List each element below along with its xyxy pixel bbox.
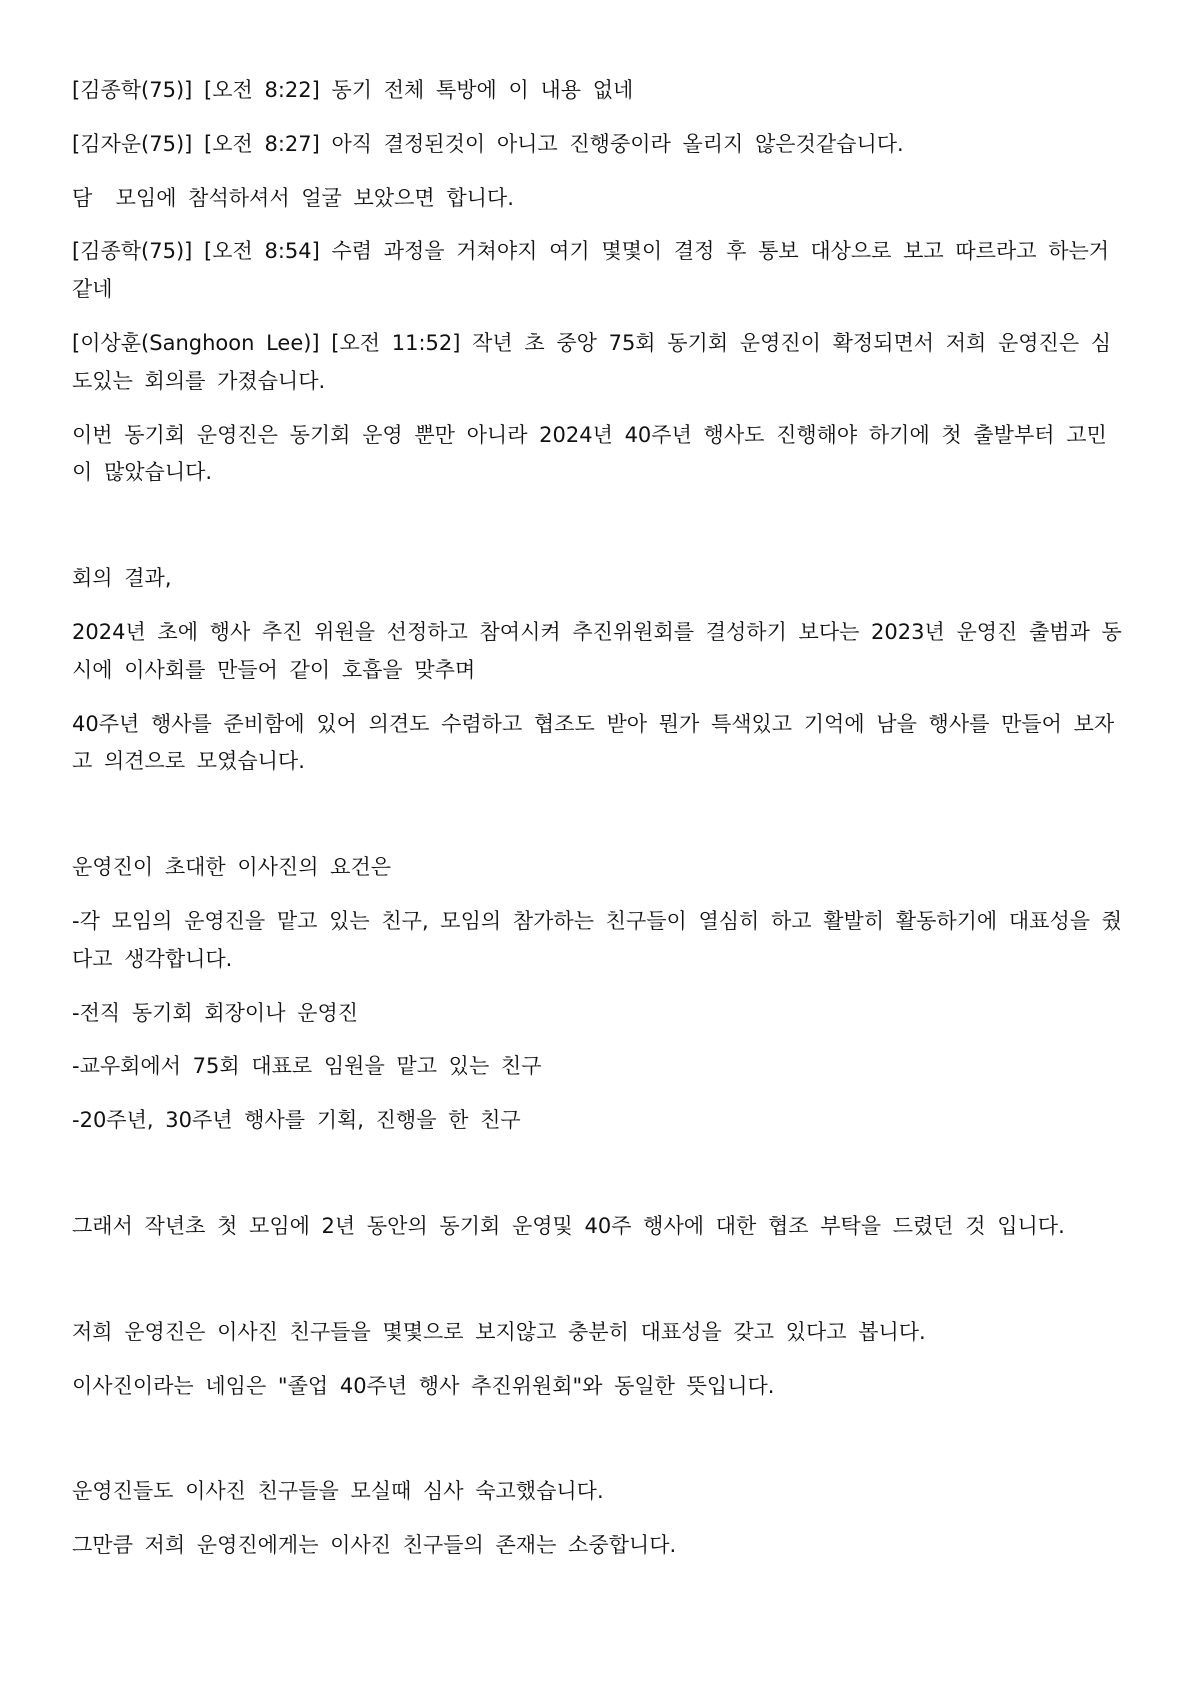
body-paragraph: 2024년 초에 행사 추진 위원을 선정하고 참여시켜 추진위원회를 결성하기 보다는 2023년 운영진 출범과 동시에 이사회를 만들어 같이 호흡을 맞추며: [72, 619, 1122, 682]
chat-message: [김종학(75)] [오전 8:54] 수렴 과정을 거쳐야지 여기 몇몇이 결정 후 통보 대상으로 보고 따르라고 하는거 같네: [72, 239, 1121, 302]
requirement-item: -각 모임의 운영진을 맡고 있는 친구, 모임의 참가하는 친구들이 열심히 하고 활발히 활동하기에 대표성을 줬다고 생각합니다.: [72, 908, 1123, 971]
chat-message: [김종학(75)] [오전 8:22] 동기 전체 톡방에 이 내용 없네: [72, 78, 634, 102]
chat-message: 담 모임에 참석하셔서 얼굴 보았으면 합니다.: [72, 185, 514, 210]
paragraph-gap: [72, 1156, 1122, 1208]
document-page: [72, 72, 1122, 1581]
body-paragraph: 운영진이 초대한 이사진의 요건은: [72, 855, 392, 880]
requirement-item: -전직 동기회 회장이나 운영진: [72, 1000, 359, 1025]
body-paragraph: 그래서 작년초 첫 모임에 2년 동안의 동기회 운영및 40주 행사에 대한 협조 부탁을 드렸던 것 입니다.: [72, 1213, 1065, 1238]
body-paragraph: 저희 운영진은 이사진 친구들을 몇몇으로 보지않고 충분히 대표성을 갖고 있다고 봅니다.: [72, 1319, 926, 1344]
paragraph-gap: [72, 1421, 1122, 1473]
body-paragraph: 40주년 행사를 준비함에 있어 의견도 수렴하고 협조도 받아 뭔가 특색있고 기억에 남을 행사를 만들어 보자고 의견으로 모였습니다.: [72, 711, 1115, 774]
chat-message: [이상훈(Sanghoon Lee)] [오전 11:52] 작년 초 중앙 75회 동기회 운영진이 확정되면서 저희 운영진은 심도있는 회의를 가졌습니다.: [72, 330, 1112, 393]
requirement-item: -20주년, 30주년 행사를 기획, 진행을 한 친구: [72, 1108, 521, 1133]
body-paragraph: 이사진이라는 네임은 "졸업 40주년 행사 추진위원회"와 동일한 뜻입니다.: [72, 1373, 775, 1398]
body-paragraph: 그만큼 저희 운영진에게는 이사진 친구들의 존재는 소중합니다.: [72, 1533, 677, 1558]
body-paragraph: 이번 동기회 운영진은 동기회 운영 뿐만 아니라 2024년 40주년 행사도 진행해야 하기에 첫 출발부터 고민이 많았습니다.: [72, 422, 1107, 485]
body-paragraph: 회의 결과,: [72, 566, 172, 591]
paragraph-gap: [72, 1262, 1122, 1314]
paragraph-gap: [72, 797, 1122, 849]
requirement-item: -교우회에서 75회 대표로 임원을 맡고 있는 친구: [72, 1054, 542, 1079]
chat-message: [김자운(75)] [오전 8:27] 아직 결정된것이 아니고 진행중이라 올리지 않은것같습니다.: [72, 131, 904, 156]
paragraph-gap: [72, 508, 1122, 560]
body-paragraph: 운영진들도 이사진 친구들을 모실때 심사 숙고했습니다.: [72, 1479, 604, 1504]
